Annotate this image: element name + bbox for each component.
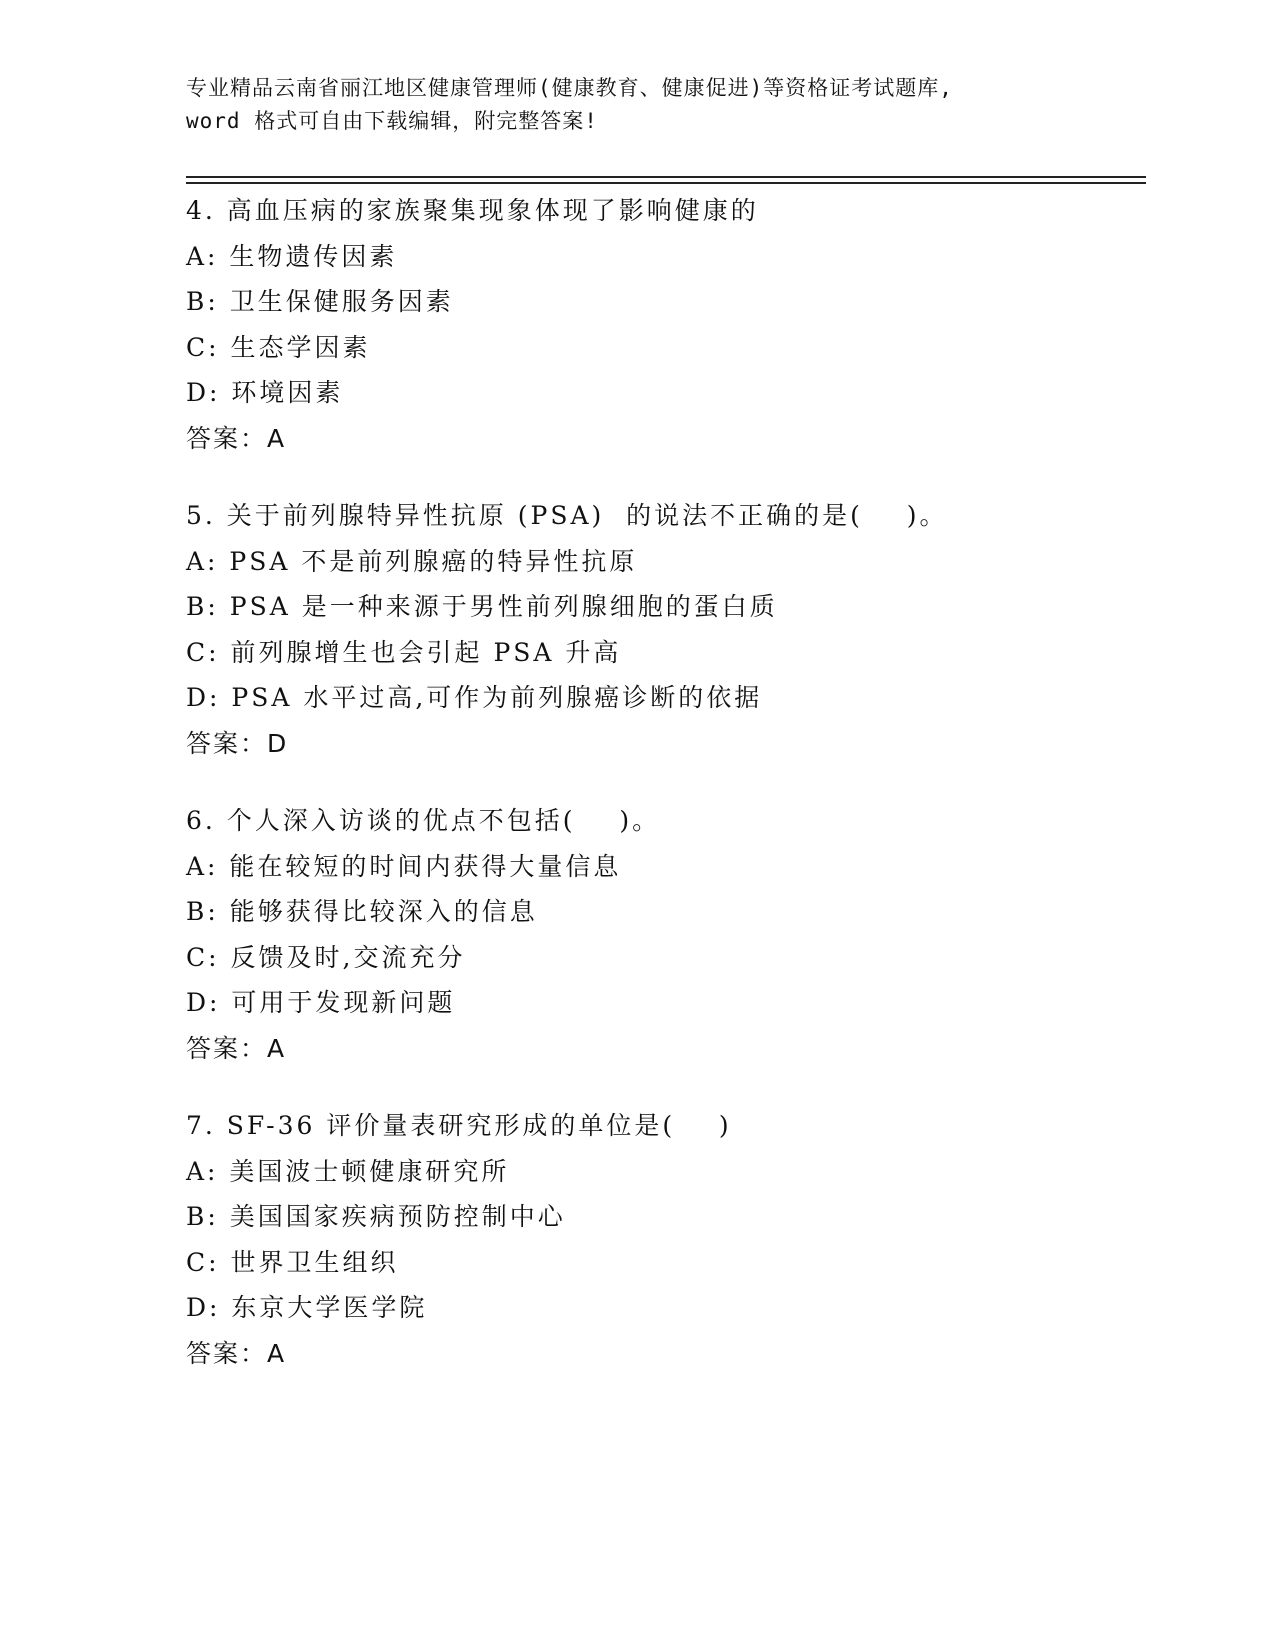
option-b: B: 能够获得比较深入的信息 [186, 897, 538, 926]
question-7 [186, 1103, 1146, 1376]
option-d: D: 东京大学医学院 [186, 1293, 428, 1322]
question-stem: 4. 高血压病的家族聚集现象体现了影响健康的 [186, 196, 759, 225]
question-stem: 6. 个人深入访谈的优点不包括( )。 [186, 806, 661, 835]
option-b: B: 美国国家疾病预防控制中心 [186, 1202, 566, 1231]
option-d: D: 环境因素 [186, 378, 344, 407]
header-divider-bottom [186, 182, 1146, 184]
document-header [186, 72, 1146, 138]
question-stem: 7. SF-36 评价量表研究形成的单位是( ) [186, 1111, 732, 1140]
question-6 [186, 798, 1146, 1071]
question-stem: 5. 关于前列腺特异性抗原 (PSA) 的说法不正确的是( )。 [186, 501, 948, 530]
option-d: D: PSA 水平过高,可作为前列腺癌诊断的依据 [186, 683, 763, 712]
option-a: A: PSA 不是前列腺癌的特异性抗原 [186, 546, 638, 576]
option-c: C: 反馈及时,交流充分 [186, 942, 466, 972]
option-c: C: 世界卫生组织 [186, 1247, 399, 1277]
header-divider-top [186, 176, 1146, 178]
option-b: B: 卫生保健服务因素 [186, 287, 454, 316]
option-c: C: 前列腺增生也会引起 PSA 升高 [186, 637, 622, 667]
option-c: C: 生态学因素 [186, 332, 371, 362]
option-d: D: 可用于发现新问题 [186, 988, 456, 1017]
header-line-2: word 格式可自由下载编辑，附完整答案! [186, 109, 598, 133]
answer-key: 答案：D [186, 728, 289, 758]
answer-key: 答案：A [186, 1033, 287, 1063]
question-4 [186, 188, 1146, 461]
header-line-1: 专业精品云南省丽江地区健康管理师(健康教育、健康促进)等资格证考试题库, [186, 76, 953, 100]
option-a: A: 美国波士顿健康研究所 [186, 1156, 510, 1186]
question-5 [186, 493, 1146, 766]
option-a: A: 能在较短的时间内获得大量信息 [186, 851, 622, 881]
answer-key: 答案：A [186, 1338, 287, 1368]
option-a: A: 生物遗传因素 [186, 241, 398, 271]
option-b: B: PSA 是一种来源于男性前列腺细胞的蛋白质 [186, 592, 778, 621]
answer-key: 答案：A [186, 423, 287, 453]
